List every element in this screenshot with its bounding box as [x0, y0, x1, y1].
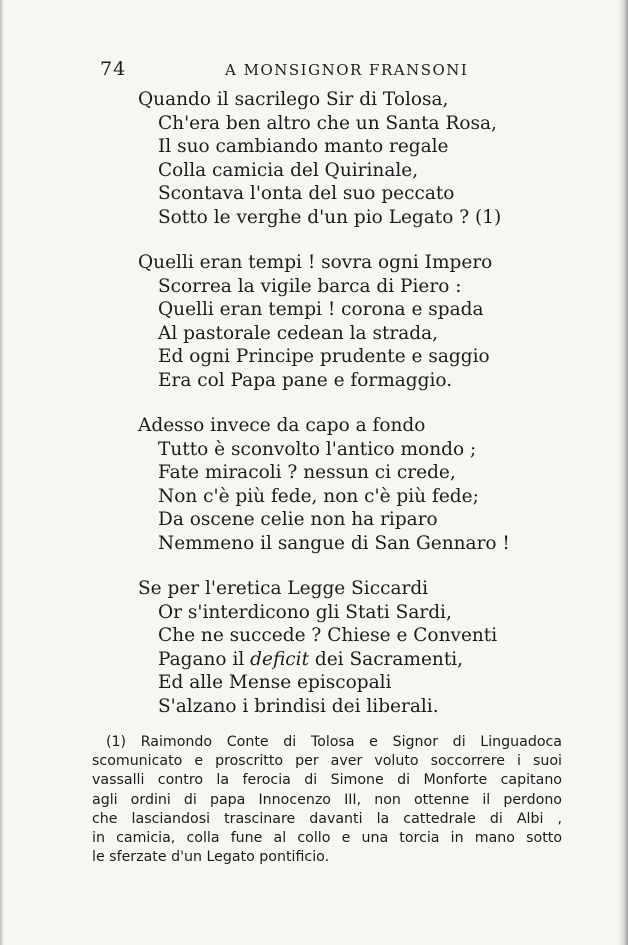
footnote — [92, 733, 562, 867]
verse-line: Al pastorale cedean la strada, — [158, 322, 439, 344]
footnote-line: che lasciandosi trascinare davanti la cattedrale di Albi , — [92, 810, 562, 827]
stanza-3 — [138, 414, 538, 555]
verse-line: Quelli eran tempi ! corona e spada — [158, 299, 484, 320]
stanza-4 — [138, 577, 538, 718]
verse-line: Il suo cambiando manto regale — [158, 136, 449, 157]
verse-line: Fate miracoli ? nessun ci crede, — [158, 462, 456, 483]
verse-line: Da oscene celie non ha riparo — [158, 509, 438, 530]
verse-line: S'alzano i brindisi dei liberali. — [158, 695, 439, 717]
verse-line: Tutto è sconvolto l'antico mondo ; — [158, 438, 477, 460]
verse-line: Scorrea la vigile barca di Piero : — [158, 275, 462, 297]
page-number: 74 — [100, 58, 127, 80]
verse-line: Quando il sacrilego Sir di Tolosa, — [138, 89, 449, 110]
page-edge-right — [618, 0, 628, 945]
verse-line: Non c'è più fede, non c'è più fede; — [158, 485, 479, 507]
verse-text: dei Sacramenti, — [309, 648, 464, 670]
verse-line: Or s'interdicono gli Stati Sardi, — [158, 601, 452, 623]
footnote-line: (1) Raimondo Conte di Tolosa e Signor di Linguadoca — [106, 734, 562, 750]
verse-line: Ed alle Mense episcopali — [158, 672, 392, 693]
verse-line: Colla camicia del Quirinale, — [158, 159, 419, 181]
italic-word: deficit — [250, 648, 310, 670]
running-title: A MONSIGNOR FRANSONI — [225, 61, 469, 79]
verse-line: Che ne succede ? Chiese e Conventi — [158, 625, 498, 646]
footnote-line: vassalli contro la ferocia di Simone di Monforte capitano — [92, 772, 562, 789]
footnote-line: in camicia, colla fune al collo e una torcia in mano sotto — [92, 829, 562, 846]
verse-line — [138, 648, 538, 672]
verse-line: Sotto le verghe d'un pio Legato ? (1) — [158, 206, 502, 228]
stanza-2 — [138, 251, 538, 392]
footnote-line: le sferzate d'un Legato pontificio. — [92, 849, 330, 866]
footnote-line: scomunicato e proscritto per aver voluto soccorrere i suoi — [92, 753, 562, 770]
verse-line: Se per l'eretica Legge Siccardi — [138, 578, 429, 599]
footnote-line: agli ordini di papa Innocenzo III, non ottenne il perdono — [92, 791, 562, 808]
verse-line: Adesso invece da capo a fondo — [138, 415, 426, 436]
poem-body — [138, 88, 538, 740]
verse-line: Scontava l'onta del suo peccato — [158, 183, 455, 204]
page-edge-left — [0, 0, 4, 945]
page-header — [100, 58, 570, 84]
verse-line: Era col Papa pane e formaggio. — [158, 369, 453, 391]
verse-line: Quelli eran tempi ! sovra ogni Impero — [138, 252, 493, 273]
verse-text: Pagano il — [158, 648, 251, 670]
verse-line: Nemmeno il sangue di San Gennaro ! — [158, 532, 510, 554]
stanza-1 — [138, 88, 538, 229]
verse-line: Ch'era ben altro che un Santa Rosa, — [158, 112, 497, 134]
verse-line: Ed ogni Principe prudente e saggio — [158, 346, 490, 367]
